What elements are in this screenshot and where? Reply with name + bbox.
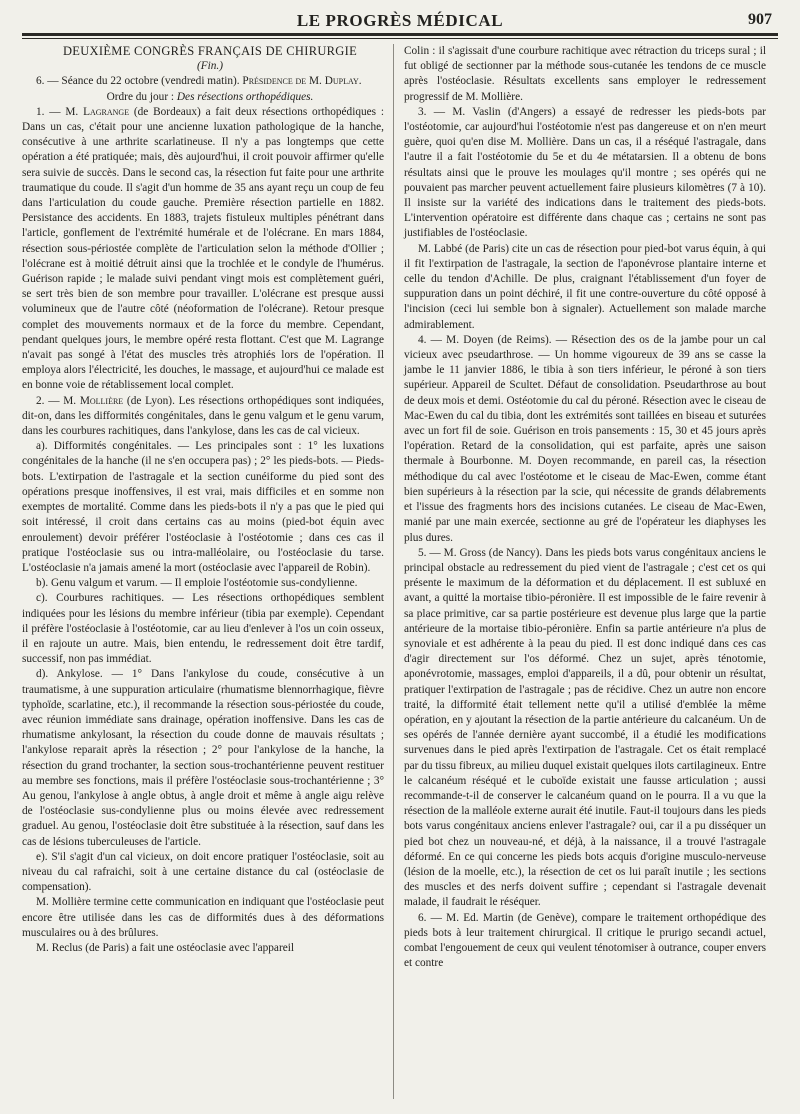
paragraph-difformites: a). Difformités congénitales. — Les principales sont : 1° les luxations congénitales de la hanche (il ne s'en occupera pas) ; 2° les pieds-bots. — Pieds-bots. L'extirpation de l'astragale et la section cunéiforme du pied sont des opérations presque inoffensives, il est vrai, mais difficiles et en somme non exemptes de mortalité. Comme dans les pieds-bots il n'y a pas que le pied qui soit intéressé, il croit dans certains cas au moins (pied-bot équin avec enroulement) devoir préférer l'ostéoclasie à l'ostéotomie ; dans ces cas il pratique l'ostéoclasie sus ou intra-malléolaire, ou l'ostéoclasie du tarse. L'ostéoclasie n'a jamais amené la mort (ostéoclasie avec l'appareil de Robin). <box>22 440 384 574</box>
agenda-line <box>22 90 384 105</box>
left-column <box>22 44 384 956</box>
paragraph-martin: 6. — M. Ed. Martin (de Genève), compare le traitement orthopédique des pieds bots à leur traitement chirurgical. Il critique le prurigo secandi actuel, combat l'engouement de ceux qui veulent ténotomiser à outrance, couper envers et contre <box>404 911 766 970</box>
text-molliere: (de Lyon). Les résections orthopédiques sont indiquées, dit-on, dans les difformités congénitales, dans le genu valgum et le genu varum, dans les courbures rachitiques, dans l'ankylose, dans les cas de cal vicieux. <box>22 394 384 438</box>
paragraph-cal-vicieux: e). S'il s'agit d'un cal vicieux, on doit encore pratiquer l'ostéoclasie, soit au niveau du cal rafraichi, soit à une certaine distance du cal (ostéoclasie de compensation). <box>22 850 384 894</box>
agenda-label: Ordre du jour : <box>106 90 175 103</box>
text-lagrange: (de Bordeaux) a fait deux résections orthopédiques : Dans un cas, c'était pour une ancienne luxation pathologique de la hanche, consécutive à une arthrite scarlatineuse. Il n'y a pas longtemps que cette opération a été pratiquée; mais, dès aujourd'hui, il croit pouvoir affirmer qu'elle sera suivie de succès. Dans le second cas, la résection fut faite pour une arthrite traumatique du coude. Il s'agit d'un homme de 35 ans ayant reçu un coup de feu dans l'articulation du coude gauche. Première résection partielle en 1882. Persistance des accidents. En 1883, trajets fistuleux multiples pénétrant dans l'article, gonflement de l'extrémité humérale et de l'olécrane. En mars 1884, résection sous-périostée complète de l'articulation selon la méthode d'Ollier ; l'olécrane est à moitié détruit ainsi que la trochlée et le condyle de l'humérus. Guérison rapide ; le malade suivi pendant vingt mois est complètement guéri, se sert très bien de son membre pour travailler. L'olécrane est presque aussi volumineux que de l'autre côté (néoformation de l'olécrane). Retour presque complet des mouvements normaux et de la force du membre. Cependant, pendant quelques jours, le membre opéré resta flottant. C'est que M. Lagrange n'avait pas songé à l'état des muscles très atrophiés lors de l'opération. Il employa alors l'électricité, les douches, le massage, et aujourd'hui ce malade est en bonne voie de rétablissement local complet. <box>22 105 384 392</box>
paragraph-molliere <box>22 394 384 440</box>
paragraph-reclus: M. Reclus (de Paris) a fait une ostéoclasie avec l'appareil <box>36 941 294 954</box>
paragraph-genu-valgum: b). Genu valgum et varum. — Il emploie l'ostéotomie sus-condylienne. <box>36 577 358 590</box>
paragraph-lagrange <box>22 105 384 394</box>
paragraph-ankylose: d). Ankylose. — 1° Dans l'ankylose du coude, consécutive à un traumatisme, à une suppuration articulaire (rhumatisme blennorrhagique, fièvre typhoïde, scarlatine, etc.), il recommande la résection sous-périostée du coude, avec réunion immédiate sans drainage, opération inoffensive. Dans les cas de rhumatisme ankylosant, la résection du coude donne de mauvais résultats ; l'ankylose reparait après la résection ; 2° pour l'ankylose de la hanche, la résection du grand trochanter, la section sous-trochantérienne peuvent restituer au membre ses fonctions, mais il préfère l'ostéoclasie sous-trochantérienne ; 3° Au genou, l'ankylose à angle obtus, à angle droit et même à angle aigu relève de l'ostéoclasie sus-condylienne plus ou moins élevée avec redressement graduel. Au genou, l'ostéoclasie doit être substituée à la résection, sauf dans les cas de lésions tuberculeuses de l'article. <box>22 668 384 848</box>
paragraph-labbe: M. Labbé (de Paris) cite un cas de résection pour pied-bot varus équin, à qui il fit l'extirpation de l'astragale, la section de l'aponévrose plantaire interne et celle du tendon d'Achille. De plus, craignant l'établissement d'un foyer de suppuration dans un point déchiré, il fit une contre-ouverture du côté opposé à l'incision (ceci lui semble bon à signaler). Actuellement son malade marche admirablement. <box>404 242 766 331</box>
paragraph-molliere-conclusion: M. Mollière termine cette communication en indiquant que l'ostéoclasie peut encore être utilisée dans les cas de difformités dues à des déformations musculaires ou à des brûlures. <box>22 896 384 939</box>
column-divider <box>393 44 394 1099</box>
speaker-molliere: 2. — M. Mollière <box>36 394 124 407</box>
speaker-lagrange: 1. — M. Lagrange <box>36 105 130 118</box>
header-rule-thick <box>22 33 778 36</box>
paragraph-colin: Colin : il s'agissait d'une courbure rachitique avec rétraction du triceps sural ; il fut obligé de sectionner par la méthode sous-cutanée les tendons de ce muscle après l'ostéoclasie. Résultats excellents sans employer le redressement progressif de M. Mollière. <box>404 45 766 103</box>
session-date: 6. — Séance du 22 octobre (vendredi matin). <box>36 75 240 88</box>
running-title: LE PROGRÈS MÉDICAL <box>296 11 504 30</box>
section-heading: DEUXIÈME CONGRÈS FRANÇAIS DE CHIRURGIE <box>62 44 358 58</box>
header-rule-thin <box>22 38 778 39</box>
paragraph-gross: 5. — M. Gross (de Nancy). Dans les pieds bots varus congénitaux anciens le principal obstacle au redressement du pied vient de l'astragale ; c'est cet os qui présente le maximum de la déformation et du déplacement. Il est subluxé en avant, a quitté la mortaise tibio-péronière. Il est impossible de le faire revenir à sa place primitive, car sa partie postérieure est devenue plus large que la partie antérieure de la mortaise tibio-péronière. Enfin sa partie antérieure n'a plus de synoviale et est adhérente à la peau du pied. Il est donc indiqué dans ces cas d'agir directement sur l'os déformé. Chez un sujet, après ténotomie, aponévrotomie, massages, emploi d'appareils, il a dû, pour obtenir un résultat, pratiquer l'extirpation de l'astragale ; pas de récidive. Chez un autre non encore traité, la difformité était tellement nette qu'il a utilisé d'emblée la même opération, en y ajoutant la résection de la partie antérieure du calcanéum. Un de ses opérés de l'année dernière ayant succombé, il a étudié les modifications survenues dans le pied après l'extirpation de l'astragale. Cet os était remplacé par du tissu fibreux, au milieu duquel existait quelques ilots cartilagineux. Entre le calcanéum réséqué et le cuboïde existait une fausse articulation ; aussi recommande-t-il de conserver le calcanéum quand on le pourra. Il a vu que la résection de la malléole externe aurait été inutile. Faut-il toujours dans les pieds bots varus congénitaux anciens enlever l'astragale? oui, car il a pu disséquer un pied bot chez un nouveau-né, et déjà, à la naissance, il a trouvé l'astragale déformé. En ce qui concerne les pieds bots acquis d'origine musculo-nerveuse (lésion de la moelle, etc.), la résection de cet os lui paraît inutile ; les sections des muscles et des nerfs doivent suffire ; cependant si l'astragale devenait malade, il faudrait le réséquer. <box>404 546 766 909</box>
page-number: 907 <box>748 11 772 28</box>
session-president: Présidence de M. Duplay. <box>242 75 362 88</box>
session-line <box>22 74 384 89</box>
paragraph-vaslin: 3. — M. Vaslin (d'Angers) a essayé de redresser les pieds-bots par l'ostéotomie, car aujourd'hui l'ostéotomie n'est pas dangereuse et on n'en meurt guère, quoi qu'en dise M. Mollière. Dans un cas, il a réséqué l'astragale, dans l'autre il a fait l'ostéotomie du 5e et du 4e métatarsien. Il a obtenu de bons résultats ainsi que le prouve les moulages qu'il montre ; ses opérés qui ne pouvaient pas marcher peuvent actuellement faire plusieurs kilomètres (7 à 10). Il insiste sur la variété des indications dans le traitement des pieds-bots. L'intervention opératoire est différente dans chaque cas ; certains ne sont pas justifiables de l'ostéoclasie. <box>404 105 766 240</box>
page-header <box>22 8 778 34</box>
agenda-topic: Des résections orthopédiques. <box>176 90 314 103</box>
paragraph-doyen: 4. — M. Doyen (de Reims). — Résection des os de la jambe pour un cal vicieux avec pseudarthrose. — Un homme vigoureux de 39 ans se casse la jambe le 11 janvier 1886, le tibia à son tiers inférieur, le péroné à son tiers supérieur. Appareil de Scultet. Défaut de consolidation. Pseudarthrose au bout de deux mois et demi. Ostéotomie du cal du péroné. Résection avec le ciseau de Mac-Ewen du cal du tibia, dont les extrémités sont taillées en biseau et suturées avec un fort fil de soie. Guérison en trois pansements : 15, 30 et 45 jours après l'opération. Retard de la consolidation, qui est parfaite, après une saison thermale à Bourbonne. M. Doyen recommande, en pareil cas, la résection méthodique du cal avec l'ostéotome et le ciseau de Mac-Ewen, comme étant bien supérieurs à la résection par la scie, qui nécessite de grands délabrements et l'issue des fragments hors des incisions cutanées. Le ciseau de Mac-Ewen, manié par une main exercée, sectionne au gré de l'opérateur les diaphyses les plus dures. <box>404 333 766 544</box>
continuation-note: (Fin.) <box>196 60 224 73</box>
paragraph-courbures: c). Courbures rachitiques. — Les résections orthopédiques semblent indiquées pour les lésions du membre inférieur (tibia par exemple). Cependant il préfère l'ostéoclasie à l'ostéotomie, car au lieu d'enlever à l'os un coin osseux, il en rajoute un autre. Mais, bien entendu, le redressement doit être tardif, successif, non pas immédiat. <box>22 592 384 666</box>
right-column <box>404 44 766 971</box>
